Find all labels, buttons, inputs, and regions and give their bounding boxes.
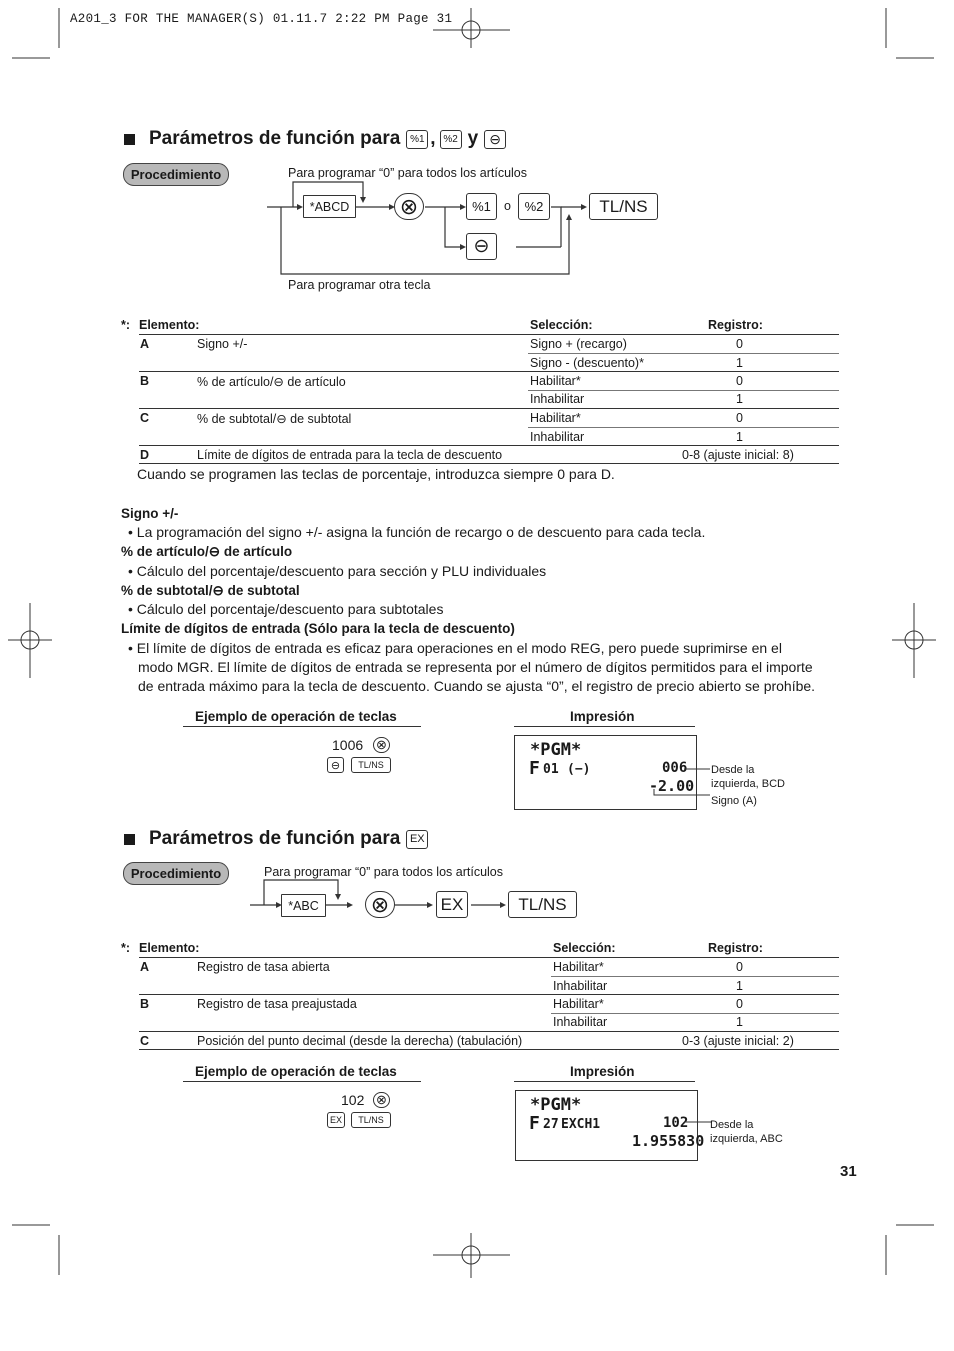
input-abc-box: *ABC	[281, 894, 326, 917]
section-bullet	[124, 134, 135, 145]
table2-star: *:	[121, 941, 131, 955]
example2-label: Ejemplo de operación de teclas	[195, 1064, 397, 1079]
table1-row-rule	[139, 408, 839, 409]
table1-header-rule	[139, 334, 839, 335]
print-f-letter: F	[529, 758, 540, 779]
print-f-letter: F	[529, 1113, 540, 1134]
row-register: 0	[736, 960, 743, 974]
row-code: D	[140, 448, 150, 462]
table1-header-selection: Selección:	[530, 318, 593, 332]
comma: ,	[430, 128, 436, 149]
row-selection: Inhabilitar	[553, 979, 608, 993]
print-pgm-line: *PGM*	[530, 740, 582, 760]
row-selection: Habilitar*	[553, 960, 604, 974]
table1-row-rule	[139, 371, 839, 372]
table2-header-element: Elemento:	[139, 941, 200, 955]
row-register: 0	[736, 997, 743, 1011]
table1-header-element: Elemento:	[139, 318, 200, 332]
table2-sub-rule	[551, 1013, 839, 1014]
table2-bottom-rule	[139, 1049, 839, 1050]
row-register: 0	[736, 411, 743, 425]
annotation-abc	[710, 1118, 783, 1146]
row-code: A	[140, 960, 150, 974]
row-description: % de subtotal/⊖ de subtotal	[197, 412, 352, 426]
key-pct1: %1	[406, 130, 428, 149]
pct1-key: %1	[466, 193, 497, 220]
row-code: C	[140, 1034, 150, 1048]
explain-bullet-digit-limit-line1: • El límite de dígitos de entrada es eficaz para operaciones en el modo REG, pero puede suprimirse en el	[128, 640, 782, 656]
or-text: o	[504, 199, 511, 213]
note-program-other: Para programar otra tecla	[288, 278, 431, 292]
table2-header-selection: Selección:	[553, 941, 616, 955]
pct2-key: %2	[518, 193, 550, 220]
example2-entry: 102	[341, 1092, 365, 1108]
multiply-key-icon: ⊗	[394, 193, 424, 220]
annotation-abc-line2: izquierda, ABC	[710, 1133, 783, 1145]
example1-label-rule	[183, 726, 421, 727]
row-selection: Habilitar*	[530, 374, 581, 388]
tlns-key: TL/NS	[508, 891, 577, 918]
row-selection: Signo - (descuento)*	[530, 356, 644, 370]
table2-sub-rule	[551, 976, 839, 977]
row-selection: Habilitar*	[530, 411, 581, 425]
row-description: % de artículo/⊖ de artículo	[197, 375, 346, 389]
table1-row-rule	[139, 445, 839, 446]
print-value: 1.955830	[632, 1132, 705, 1150]
row-code: B	[140, 374, 150, 388]
row-description: Registro de tasa abierta	[197, 960, 330, 974]
table2-header-register: Registro:	[708, 941, 763, 955]
example2-label-rule	[183, 1081, 421, 1082]
multiply-key-icon: ⊗	[373, 1092, 390, 1108]
key-ex: EX	[406, 830, 428, 849]
explain-bullet-digit-limit-line2: modo MGR. El límite de dígitos de entrada se representa por el número de dígitos permitidos para el importe	[138, 659, 813, 675]
print1-label-rule	[514, 726, 695, 727]
multiply-key-icon: ⊗	[373, 737, 390, 753]
explain-heading-subtotal: % de subtotal/⊖ de subtotal	[121, 583, 300, 598]
row-register: 1	[736, 356, 743, 370]
annotation-leaders	[640, 755, 712, 805]
explain-heading-sign: Signo +/-	[121, 506, 179, 521]
section2-title	[124, 828, 428, 850]
y-word: y	[467, 128, 479, 149]
row-description: Signo +/-	[197, 337, 248, 351]
print1-label: Impresión	[570, 709, 635, 724]
print-pgm-line: *PGM*	[530, 1095, 582, 1115]
row-register: 0-8 (ajuste inicial: 8)	[682, 448, 794, 462]
procedure-badge: Procedimiento	[123, 862, 229, 885]
print-f-sign: (−)	[567, 762, 591, 777]
row-register: 0	[736, 337, 743, 351]
procedure-badge: Procedimiento	[123, 163, 229, 186]
page-number: 31	[840, 1163, 857, 1180]
explain-heading-item: % de artículo/⊖ de artículo	[121, 544, 293, 559]
table1-bottom-rule	[139, 463, 839, 464]
example1-entry: 1006	[332, 737, 364, 753]
example1-label: Ejemplo de operación de teclas	[195, 709, 397, 724]
multiply-key-icon: ⊗	[365, 891, 395, 918]
annotation-bcd-line1: Desde la	[711, 764, 755, 776]
row-register: 1	[736, 1015, 743, 1029]
input-abcd-box: *ABCD	[303, 195, 356, 218]
annotation-sign: Signo (A)	[711, 795, 757, 807]
explain-bullet-sign: • La programación del signo +/- asigna la función de recargo o de descuento para cada tecla.	[128, 524, 706, 540]
ex-key-small: EX	[327, 1112, 345, 1128]
table1-header-register: Registro:	[708, 318, 763, 332]
annotation-abc-line1: Desde la	[710, 1119, 754, 1131]
row-register: 1	[736, 430, 743, 444]
row-register: 1	[736, 392, 743, 406]
explain-bullet-subtotal: • Cálculo del porcentaje/descuento para subtotales	[128, 601, 444, 617]
print-f-name: EXCH1	[561, 1117, 601, 1132]
explain-bullet-digit-limit-line3: de entrada máximo para la tecla de descuento. Cuando se ajusta “0”, el registro de precio abierto se prohíbe.	[138, 678, 816, 694]
row-code: C	[140, 411, 150, 425]
row-description: Posición del punto decimal (desde la derecha) (tabulación)	[197, 1034, 523, 1048]
annotation-leader	[680, 1115, 714, 1127]
print2-label-rule	[514, 1081, 695, 1082]
row-selection: Habilitar*	[553, 997, 604, 1011]
print-code: 102	[663, 1115, 689, 1131]
row-register: 0-3 (ajuste inicial: 2)	[682, 1034, 794, 1048]
section1-title-text: Parámetros de función para	[149, 128, 401, 149]
print-f-number: 01	[543, 762, 559, 777]
row-selection: Signo + (recargo)	[530, 337, 627, 351]
row-selection: Inhabilitar	[530, 430, 585, 444]
section2-title-text: Parámetros de función para	[149, 828, 401, 849]
row-register: 0	[736, 374, 743, 388]
row-register: 1	[736, 979, 743, 993]
table1-sub-rule	[528, 353, 839, 354]
section-bullet	[124, 834, 135, 845]
key-pct2: %2	[440, 130, 462, 149]
note-program-zero: Para programar “0” para todos los artículos	[288, 166, 527, 180]
section1-title	[124, 128, 506, 150]
explain-bullet-item: • Cálculo del porcentaje/descuento para sección y PLU individuales	[128, 563, 547, 579]
print-value: -2.00	[649, 777, 695, 795]
row-selection: Inhabilitar	[553, 1015, 608, 1029]
table2-header-rule	[139, 957, 839, 958]
print-header: A201_3 FOR THE MANAGER(S) 01.11.7 2:22 PM Page 31	[70, 12, 453, 26]
row-code: B	[140, 997, 150, 1011]
print-code: 006	[662, 760, 688, 776]
table2-row-rule	[139, 994, 839, 995]
tlns-key: TL/NS	[589, 193, 658, 220]
row-description: Límite de dígitos de entrada para la tecla de descuento	[197, 448, 503, 462]
ex-key: EX	[436, 891, 468, 918]
table2-row-rule	[139, 1031, 839, 1032]
row-selection: Inhabilitar	[530, 392, 585, 406]
annotation-bcd	[711, 763, 785, 791]
minus-key-icon: ⊖	[466, 233, 497, 260]
print2-label: Impresión	[570, 1064, 635, 1079]
tlns-key-small: TL/NS	[351, 1112, 391, 1128]
table1-note: Cuando se programen las teclas de porcentaje, introduzca siempre 0 para D.	[137, 466, 615, 482]
annotation-bcd-line2: izquierda, BCD	[711, 778, 785, 790]
table1-star: *:	[121, 318, 131, 332]
row-description: Registro de tasa preajustada	[197, 997, 357, 1011]
receipt-print-2	[515, 1090, 705, 1161]
print-f-number: 27	[543, 1117, 559, 1132]
note-program-zero: Para programar “0” para todos los artículos	[264, 865, 503, 879]
table1-sub-rule	[528, 390, 839, 391]
row-code: A	[140, 337, 150, 351]
explain-heading-digit-limit: Límite de dígitos de entrada (Sólo para la tecla de descuento)	[121, 621, 515, 636]
table1-sub-rule	[528, 427, 839, 428]
minus-key-icon: ⊖	[484, 130, 506, 149]
minus-key-icon: ⊖	[327, 757, 344, 773]
tlns-key-small: TL/NS	[351, 757, 391, 773]
